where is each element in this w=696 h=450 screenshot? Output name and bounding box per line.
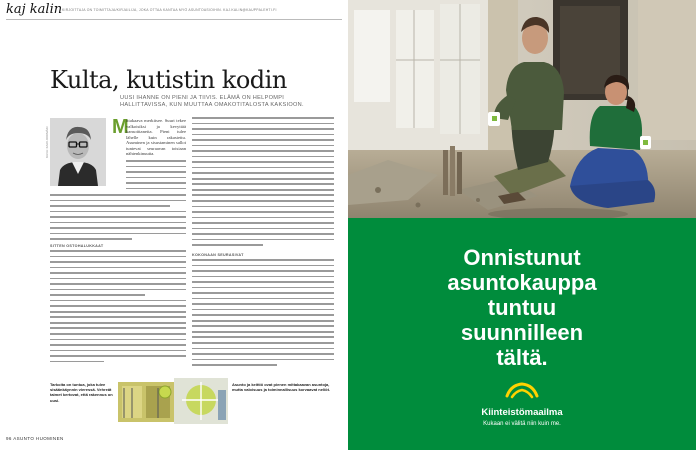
brand-name: Kiinteistömaailma	[481, 407, 563, 418]
bottom-thumbnails	[118, 378, 228, 424]
section-subhead-1: SITTEN OSTOHALUKKAAT	[50, 244, 104, 248]
ad-headline-line-5: tältä.	[496, 345, 548, 370]
drop-cap: M	[112, 116, 129, 138]
column-1-text-block-2	[50, 250, 186, 366]
article-title: Kulta, kutistin kodin	[50, 66, 287, 94]
column-1-intro	[126, 118, 186, 158]
ad-headline-line-3: tuntuu	[487, 295, 557, 320]
ad-green-panel	[348, 218, 696, 450]
ad-headline	[348, 245, 696, 370]
ad-headline-line-2: asuntokauppa	[447, 270, 597, 295]
ad-headline-line-1: Onnistunut	[463, 245, 581, 270]
magazine-right-page-ad	[348, 0, 696, 450]
column-1-text-block	[126, 160, 186, 193]
bottom-photo-strip	[50, 378, 346, 426]
ad-headline-line-4: suunnilleen	[460, 320, 584, 345]
column-2-text-block	[192, 117, 334, 250]
photo-credit: KUVA: KARI JOKIMÄKI	[45, 126, 49, 158]
column-description: KIRJOITTAJA ON TOIMITTAJA/KIRJAILIJA, JOKA OTTAA KANTAA MYÖ ASUNTOASIOIHIN. KAJ.KALIN@KAUPPALEHTI.FI	[62, 8, 277, 12]
header-rule	[6, 19, 342, 20]
bottom-left-caption: Tarkoita on tuntua, joka tulee sisäänkäynnin vieressä. Vehreät taimet kertovat, että rakennus on uusi.	[50, 382, 113, 403]
column-2-text-block-2	[192, 259, 334, 370]
ad-photo	[348, 0, 696, 218]
column-1-intro-text: ittakaava merkitsee. Suuri tekee valkoisiksi ja kevyttää kansoittaneita. Pieni tulee lähelle kuin rakastettu. Asuminen ja sisustaminen sallot tuntevat seuraavan toisiaan nähtenkinuutta.	[126, 118, 186, 157]
bottom-right-caption: Asunto ja keittiö ovat pienen mittakaavan asuntoja, mutta valoisuus ja toiminnallisuus korvaavat neliöt.	[232, 382, 331, 393]
page-folio: 96 ASUNTO HUOMINEN	[6, 436, 64, 441]
column-tag: kaj kalin	[6, 2, 63, 17]
article-lead: UUSI IHANNE ON PIENI JA TIIVIS. ELÄMÄ ON HELPOMPI HALLITTAVISSA, KUN MUUTTAA OMAKOTITALOSTA KAKSIOON.	[120, 95, 304, 108]
author-portrait	[50, 118, 106, 186]
column-1-wide-text-block	[50, 194, 186, 244]
house-logo-icon	[505, 382, 539, 400]
section-subhead-2: KOKONAAN SEURASIVAT	[192, 253, 244, 257]
brand-tagline: Kukaan ei välitä niin kuin me.	[483, 421, 561, 427]
brand-logo-block	[470, 382, 574, 427]
